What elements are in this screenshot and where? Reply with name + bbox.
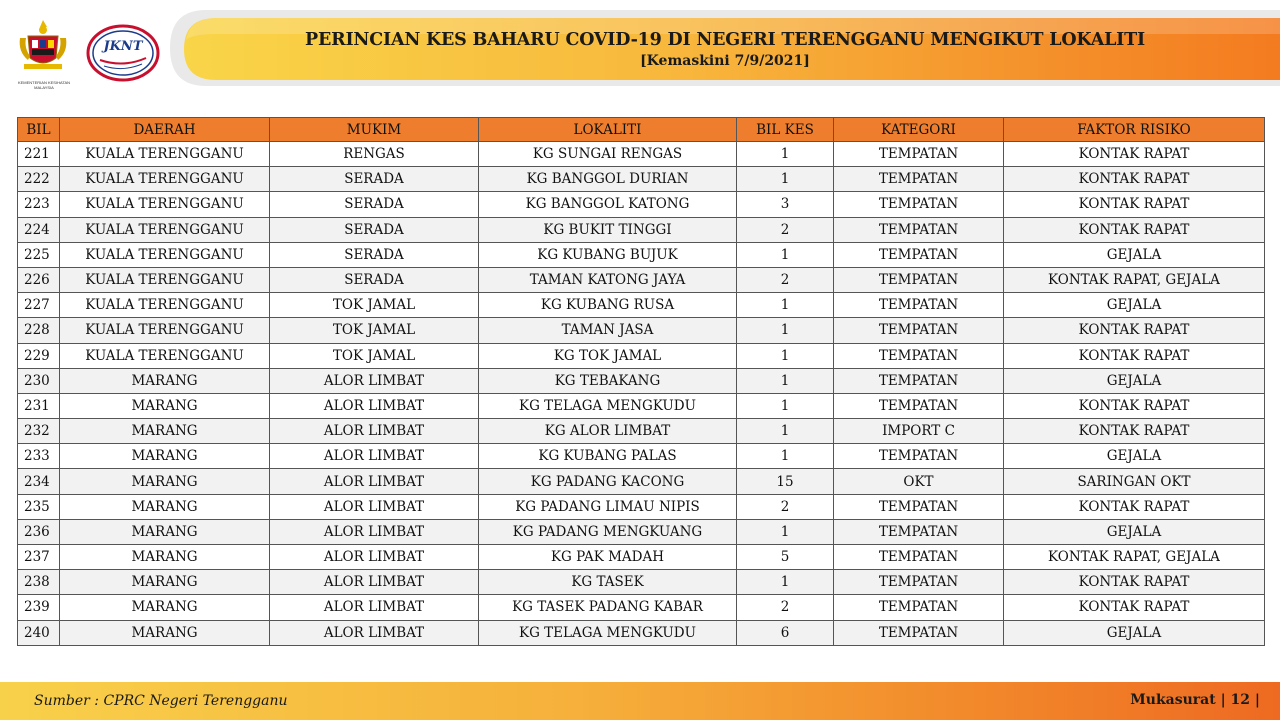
- cell-bil: 234: [18, 469, 60, 494]
- cell-kategori: TEMPATAN: [834, 192, 1004, 217]
- column-header-faktor-risiko: FAKTOR RISIKO: [1004, 118, 1265, 142]
- cell-bil: 232: [18, 419, 60, 444]
- cell-kategori: TEMPATAN: [834, 343, 1004, 368]
- cell-bil-kes: 1: [737, 419, 834, 444]
- cell-lokaliti: KG KUBANG RUSA: [479, 293, 737, 318]
- cell-bil-kes: 1: [737, 318, 834, 343]
- cell-faktor-risiko: KONTAK RAPAT: [1004, 595, 1265, 620]
- cell-lokaliti: KG TOK JAMAL: [479, 343, 737, 368]
- cell-bil-kes: 15: [737, 469, 834, 494]
- cell-bil: 228: [18, 318, 60, 343]
- cell-bil: 240: [18, 620, 60, 645]
- cell-bil-kes: 6: [737, 620, 834, 645]
- cell-mukim: ALOR LIMBAT: [270, 570, 479, 595]
- cell-faktor-risiko: KONTAK RAPAT: [1004, 167, 1265, 192]
- cell-faktor-risiko: GEJALA: [1004, 368, 1265, 393]
- cell-kategori: TEMPATAN: [834, 595, 1004, 620]
- table-row: [18, 167, 1265, 192]
- cell-lokaliti: KG BANGGOL KATONG: [479, 192, 737, 217]
- column-header-bil: BIL: [18, 118, 60, 142]
- cell-bil: 235: [18, 494, 60, 519]
- cell-faktor-risiko: KONTAK RAPAT: [1004, 419, 1265, 444]
- cell-lokaliti: KG ALOR LIMBAT: [479, 419, 737, 444]
- title-banner: [170, 10, 1280, 86]
- cell-lokaliti: KG PADANG LIMAU NIPIS: [479, 494, 737, 519]
- table-row: [18, 343, 1265, 368]
- cell-bil: 227: [18, 293, 60, 318]
- cell-bil: 221: [18, 142, 60, 167]
- cell-lokaliti: KG KUBANG BUJUK: [479, 242, 737, 267]
- column-header-bil-kes: BIL KES: [737, 118, 834, 142]
- cell-bil: 222: [18, 167, 60, 192]
- cell-daerah: KUALA TERENGGANU: [60, 242, 270, 267]
- page-title: PERINCIAN KES BAHARU COVID-19 DI NEGERI TERENGGANU MENGIKUT LOKALITI: [305, 30, 1145, 50]
- cell-bil-kes: 2: [737, 494, 834, 519]
- cell-bil-kes: 1: [737, 519, 834, 544]
- cell-kategori: TEMPATAN: [834, 217, 1004, 242]
- cell-kategori: TEMPATAN: [834, 444, 1004, 469]
- cell-faktor-risiko: SARINGAN OKT: [1004, 469, 1265, 494]
- cell-bil-kes: 1: [737, 343, 834, 368]
- cell-lokaliti: KG KUBANG PALAS: [479, 444, 737, 469]
- cell-kategori: TEMPATAN: [834, 293, 1004, 318]
- column-header-lokaliti: LOKALITI: [479, 118, 737, 142]
- table-body: [18, 142, 1265, 646]
- cell-daerah: KUALA TERENGGANU: [60, 318, 270, 343]
- cell-kategori: TEMPATAN: [834, 494, 1004, 519]
- cell-lokaliti: KG PADANG KACONG: [479, 469, 737, 494]
- cell-daerah: MARANG: [60, 595, 270, 620]
- cell-mukim: ALOR LIMBAT: [270, 519, 479, 544]
- table-row: [18, 419, 1265, 444]
- cell-faktor-risiko: GEJALA: [1004, 519, 1265, 544]
- cell-mukim: ALOR LIMBAT: [270, 595, 479, 620]
- cell-bil-kes: 1: [737, 393, 834, 418]
- cell-bil: 225: [18, 242, 60, 267]
- table-row: [18, 217, 1265, 242]
- cell-bil: 230: [18, 368, 60, 393]
- update-date: [Kemaskini 7/9/2021]: [640, 53, 810, 69]
- cell-faktor-risiko: KONTAK RAPAT, GEJALA: [1004, 267, 1265, 292]
- jknt-logo: [86, 24, 160, 82]
- cell-daerah: MARANG: [60, 494, 270, 519]
- cell-mukim: SERADA: [270, 242, 479, 267]
- cell-bil: 223: [18, 192, 60, 217]
- cell-kategori: OKT: [834, 469, 1004, 494]
- page-number: Mukasurat | 12 |: [1130, 692, 1260, 708]
- table-row: [18, 545, 1265, 570]
- cell-kategori: TEMPATAN: [834, 368, 1004, 393]
- logo-area: [10, 18, 170, 88]
- table-row: [18, 469, 1265, 494]
- cell-bil-kes: 1: [737, 142, 834, 167]
- cell-lokaliti: TAMAN JASA: [479, 318, 737, 343]
- table-row: [18, 393, 1265, 418]
- cell-daerah: MARANG: [60, 368, 270, 393]
- table-row: [18, 142, 1265, 167]
- cell-lokaliti: KG BUKIT TINGGI: [479, 217, 737, 242]
- cell-lokaliti: KG SUNGAI RENGAS: [479, 142, 737, 167]
- cell-mukim: ALOR LIMBAT: [270, 494, 479, 519]
- table-row: [18, 444, 1265, 469]
- cell-mukim: ALOR LIMBAT: [270, 368, 479, 393]
- table-row: [18, 242, 1265, 267]
- cell-kategori: TEMPATAN: [834, 545, 1004, 570]
- cell-mukim: ALOR LIMBAT: [270, 393, 479, 418]
- cell-faktor-risiko: KONTAK RAPAT: [1004, 142, 1265, 167]
- cell-bil-kes: 1: [737, 293, 834, 318]
- cell-faktor-risiko: GEJALA: [1004, 620, 1265, 645]
- table-row: [18, 570, 1265, 595]
- cell-bil-kes: 1: [737, 167, 834, 192]
- cell-bil-kes: 5: [737, 545, 834, 570]
- cell-mukim: ALOR LIMBAT: [270, 444, 479, 469]
- table-header-row: [18, 118, 1265, 142]
- cell-faktor-risiko: KONTAK RAPAT: [1004, 192, 1265, 217]
- cell-daerah: MARANG: [60, 393, 270, 418]
- cell-daerah: MARANG: [60, 444, 270, 469]
- table-row: [18, 192, 1265, 217]
- table-row: [18, 368, 1265, 393]
- cell-bil: 239: [18, 595, 60, 620]
- cell-faktor-risiko: KONTAK RAPAT: [1004, 217, 1265, 242]
- cell-kategori: TEMPATAN: [834, 267, 1004, 292]
- cell-lokaliti: KG BANGGOL DURIAN: [479, 167, 737, 192]
- cell-kategori: TEMPATAN: [834, 242, 1004, 267]
- cell-kategori: TEMPATAN: [834, 570, 1004, 595]
- cell-bil: 231: [18, 393, 60, 418]
- cell-lokaliti: KG TASEK PADANG KABAR: [479, 595, 737, 620]
- cell-daerah: MARANG: [60, 519, 270, 544]
- cell-bil-kes: 2: [737, 217, 834, 242]
- cell-bil-kes: 2: [737, 267, 834, 292]
- cell-mukim: ALOR LIMBAT: [270, 545, 479, 570]
- cell-faktor-risiko: GEJALA: [1004, 444, 1265, 469]
- cell-lokaliti: KG TEBAKANG: [479, 368, 737, 393]
- cell-daerah: KUALA TERENGGANU: [60, 192, 270, 217]
- cell-lokaliti: TAMAN KATONG JAYA: [479, 267, 737, 292]
- table-row: [18, 494, 1265, 519]
- table-row: [18, 595, 1265, 620]
- cell-mukim: SERADA: [270, 217, 479, 242]
- table-row: [18, 318, 1265, 343]
- table-row: [18, 519, 1265, 544]
- malaysia-crest-logo: [16, 18, 70, 80]
- cell-bil: 226: [18, 267, 60, 292]
- cell-faktor-risiko: GEJALA: [1004, 293, 1265, 318]
- cell-faktor-risiko: KONTAK RAPAT: [1004, 318, 1265, 343]
- cell-mukim: SERADA: [270, 267, 479, 292]
- cell-kategori: TEMPATAN: [834, 167, 1004, 192]
- cell-bil-kes: 1: [737, 368, 834, 393]
- cell-mukim: SERADA: [270, 192, 479, 217]
- cell-lokaliti: KG PADANG MENGKUANG: [479, 519, 737, 544]
- cell-bil: 237: [18, 545, 60, 570]
- cell-bil: 229: [18, 343, 60, 368]
- cell-bil: 233: [18, 444, 60, 469]
- cell-bil-kes: 1: [737, 242, 834, 267]
- crest-caption: KEMENTERIAN KESIHATAN MALAYSIA: [17, 80, 71, 90]
- cell-faktor-risiko: KONTAK RAPAT: [1004, 570, 1265, 595]
- cell-mukim: RENGAS: [270, 142, 479, 167]
- cell-daerah: KUALA TERENGGANU: [60, 267, 270, 292]
- cell-mukim: TOK JAMAL: [270, 343, 479, 368]
- cell-kategori: TEMPATAN: [834, 620, 1004, 645]
- cell-bil-kes: 2: [737, 595, 834, 620]
- cell-daerah: KUALA TERENGGANU: [60, 217, 270, 242]
- cell-bil-kes: 1: [737, 570, 834, 595]
- source-note: Sumber : CPRC Negeri Terengganu: [34, 693, 288, 709]
- cell-faktor-risiko: KONTAK RAPAT: [1004, 393, 1265, 418]
- column-header-daerah: DAERAH: [60, 118, 270, 142]
- cell-daerah: MARANG: [60, 620, 270, 645]
- column-header-kategori: KATEGORI: [834, 118, 1004, 142]
- cell-bil-kes: 1: [737, 444, 834, 469]
- cell-lokaliti: KG PAK MADAH: [479, 545, 737, 570]
- cell-kategori: IMPORT C: [834, 419, 1004, 444]
- table-row: [18, 620, 1265, 645]
- cell-bil-kes: 3: [737, 192, 834, 217]
- cell-faktor-risiko: KONTAK RAPAT: [1004, 343, 1265, 368]
- cell-kategori: TEMPATAN: [834, 318, 1004, 343]
- cell-daerah: KUALA TERENGGANU: [60, 343, 270, 368]
- cell-mukim: ALOR LIMBAT: [270, 419, 479, 444]
- cell-daerah: MARANG: [60, 469, 270, 494]
- cell-bil: 238: [18, 570, 60, 595]
- cell-daerah: KUALA TERENGGANU: [60, 167, 270, 192]
- cell-lokaliti: KG TASEK: [479, 570, 737, 595]
- cell-mukim: ALOR LIMBAT: [270, 469, 479, 494]
- cell-bil: 224: [18, 217, 60, 242]
- cell-mukim: TOK JAMAL: [270, 293, 479, 318]
- cell-mukim: SERADA: [270, 167, 479, 192]
- cell-faktor-risiko: GEJALA: [1004, 242, 1265, 267]
- footer-bar: [0, 682, 1280, 720]
- cell-kategori: TEMPATAN: [834, 142, 1004, 167]
- table-row: [18, 267, 1265, 292]
- column-header-mukim: MUKIM: [270, 118, 479, 142]
- jknt-logo-text: JKNT: [103, 39, 143, 54]
- cell-lokaliti: KG TELAGA MENGKUDU: [479, 393, 737, 418]
- cell-kategori: TEMPATAN: [834, 393, 1004, 418]
- cell-daerah: MARANG: [60, 570, 270, 595]
- cell-faktor-risiko: KONTAK RAPAT: [1004, 494, 1265, 519]
- cell-faktor-risiko: KONTAK RAPAT, GEJALA: [1004, 545, 1265, 570]
- table-row: [18, 293, 1265, 318]
- cell-daerah: MARANG: [60, 545, 270, 570]
- cases-table: [17, 117, 1265, 646]
- cell-lokaliti: KG TELAGA MENGKUDU: [479, 620, 737, 645]
- cell-daerah: KUALA TERENGGANU: [60, 142, 270, 167]
- cell-kategori: TEMPATAN: [834, 519, 1004, 544]
- cell-mukim: TOK JAMAL: [270, 318, 479, 343]
- cell-daerah: MARANG: [60, 419, 270, 444]
- cell-bil: 236: [18, 519, 60, 544]
- cell-daerah: KUALA TERENGGANU: [60, 293, 270, 318]
- cell-mukim: ALOR LIMBAT: [270, 620, 479, 645]
